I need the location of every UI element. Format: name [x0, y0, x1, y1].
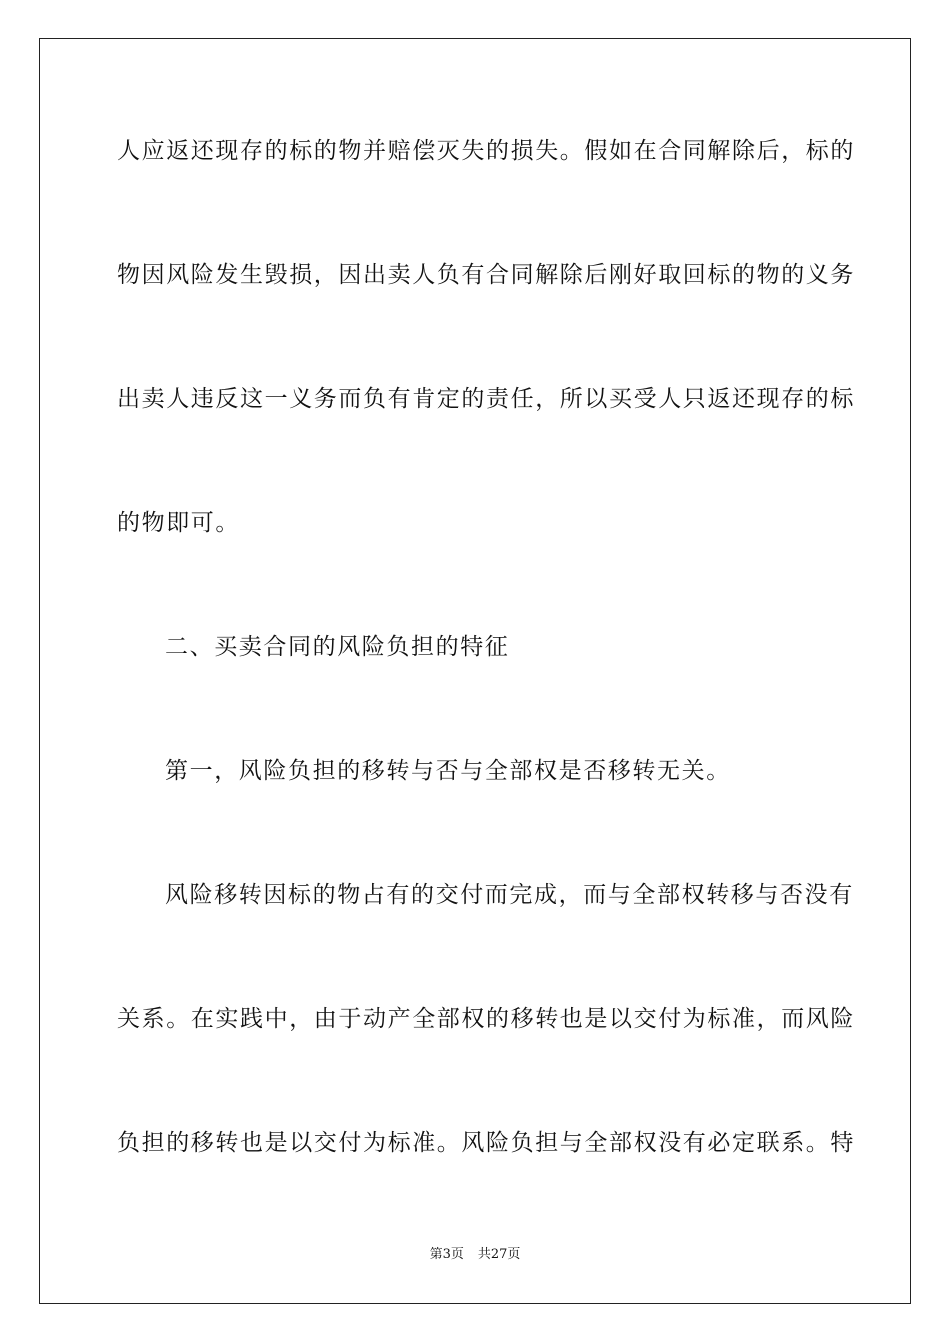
- body-text-line-9: 负担的移转也是以交付为标准。风险负担与全部权没有必定联系。特: [117, 1130, 855, 1156]
- body-text-line-1: 人应返还现存的标的物并赔偿灭失的损失。假如在合同解除后，标的: [117, 138, 855, 164]
- body-text-line-7: 风险移转因标的物占有的交付而完成，而与全部权转移与否没有: [165, 882, 854, 908]
- body-text-line-3: 出卖人违反这一义务而负有肯定的责任，所以买受人只返还现存的标: [117, 386, 855, 412]
- body-text-line-6: 第一，风险负担的移转与否与全部权是否移转无关。: [165, 758, 731, 784]
- section-heading: 二、买卖合同的风险负担的特征: [165, 634, 510, 660]
- page-footer: [0, 1246, 950, 1264]
- body-text-line-2: 物因风险发生毁损，因出卖人负有合同解除后刚好取回标的物的义务: [117, 262, 855, 288]
- body-text-line-8: 关系。在实践中，由于动产全部权的移转也是以交付为标准，而风险: [117, 1006, 855, 1032]
- body-text-line-4: 的物即可。: [117, 510, 240, 536]
- page-number: 第3页: [429, 1247, 464, 1262]
- total-pages: 共27页: [477, 1247, 521, 1262]
- page-border: [39, 38, 911, 1304]
